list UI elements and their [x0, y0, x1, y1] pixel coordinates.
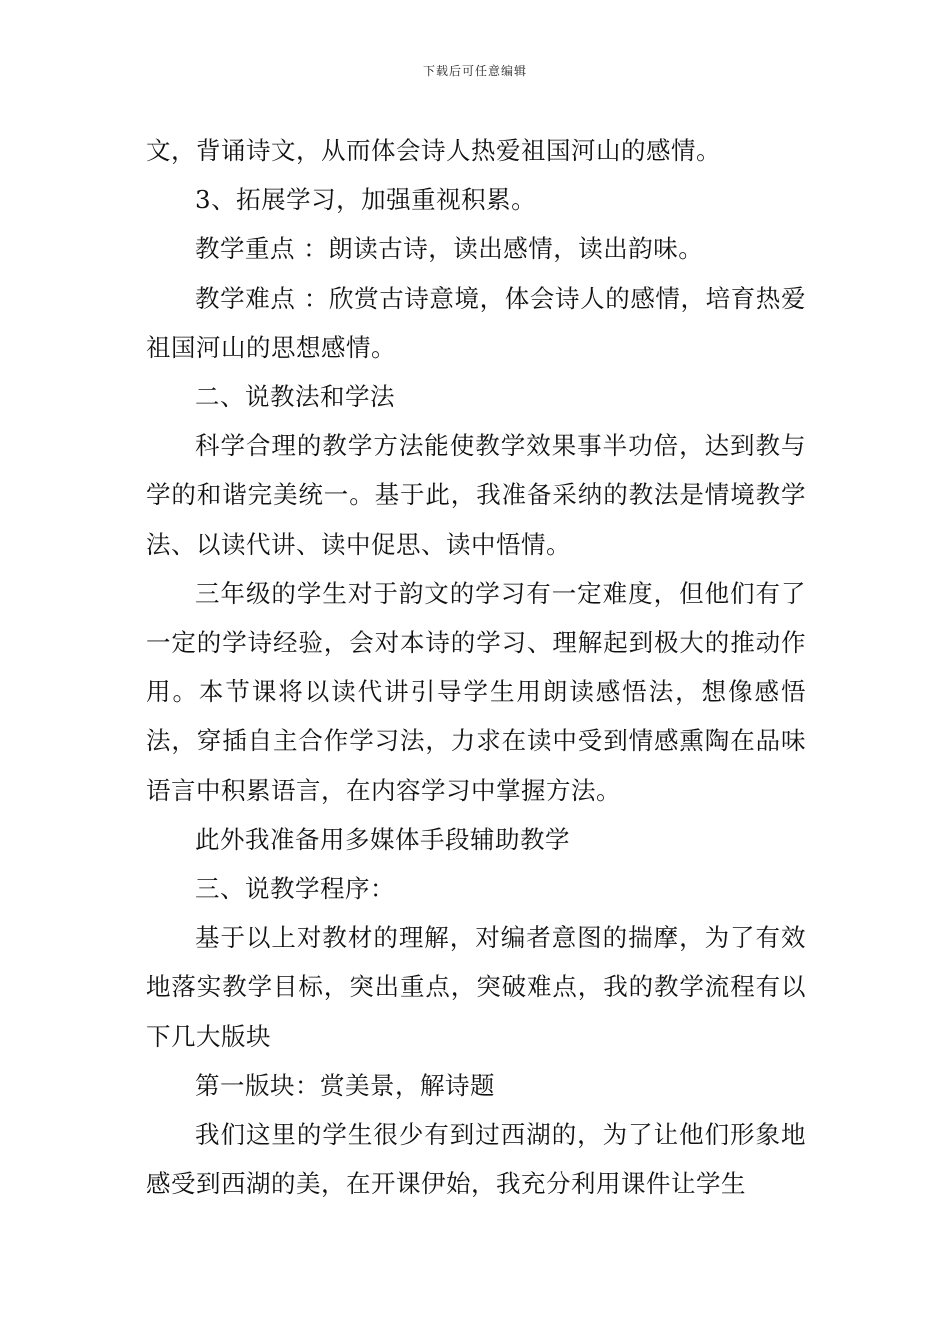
paragraph-1: 文，背诵诗文，从而体会诗人热爱祖国河山的感情。 [146, 136, 721, 165]
paragraph-8: 此外我准备用多媒体手段辅助教学 [195, 824, 570, 854]
subsection-heading-1: 第一版块：赏美景，解诗题 [195, 1070, 495, 1100]
page-header: 下载后可任意编辑 [422, 64, 527, 78]
paragraph-10: 基于以上对教材的理解，对编者意图的揣摩，为了有效地落实教学目标，突出重点，突破难点，我的教学流程有以下几大版块 [146, 923, 806, 1051]
paragraph-2: 3、拓展学习，加强重视积累。 [195, 185, 537, 215]
document-body [146, 126, 806, 1208]
paragraph-12: 我们这里的学生很少有到过西湖的，为了让他们形象地感受到西湖的美，在开课伊始，我充分利用课件让学生 [146, 1120, 806, 1199]
paragraph-6: 科学合理的教学方法能使教学效果事半功倍，达到教与学的和谐完美统一。基于此，我准备采纳的教法是情境教学法、以读代讲、读中促思、读中悟情。 [146, 431, 806, 559]
paragraph-4: 教学难点 ：欣赏古诗意境，体会诗人的感情，培育热爱祖国河山的思想感情。 [146, 283, 806, 362]
section-heading-3: 三、说教学程序： [195, 874, 395, 904]
paragraph-3: 教学重点 ：朗读古诗，读出感情，读出韵味。 [195, 234, 704, 264]
section-heading-2: 二、说教法和学法 [195, 382, 395, 412]
paragraph-7: 三年级的学生对于韵文的学习有一定难度，但他们有了一定的学诗经验，会对本诗的学习、理解起到极大的推动作用。本节课将以读代讲引导学生用朗读感悟法，想像感悟法，穿插自主合作学习法，力求在读中受到情感熏陶在品味语言中积累语言，在内容学习中掌握方法。 [146, 578, 806, 805]
